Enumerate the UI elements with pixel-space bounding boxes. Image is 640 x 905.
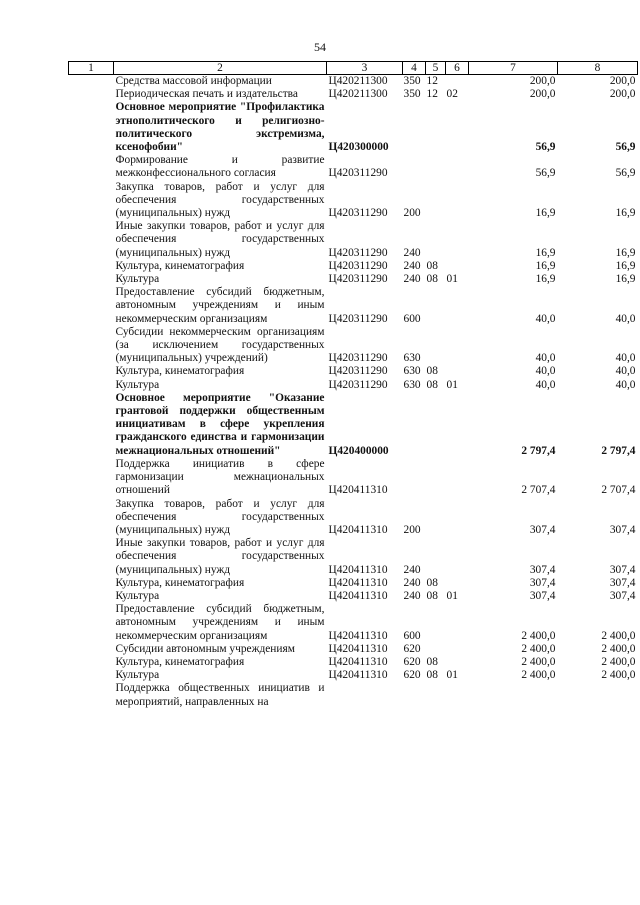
row-amount-col8: 40,0 xyxy=(615,365,636,378)
table-row xyxy=(69,260,638,273)
row-expense-type xyxy=(403,458,426,498)
table-row xyxy=(69,286,638,326)
row-expense-type: 240 xyxy=(403,273,421,286)
row-amount-col7: 40,0 xyxy=(535,352,556,365)
row-code: Ц420311290 xyxy=(328,352,388,365)
cell-col1 xyxy=(69,326,114,366)
row-section: 12 xyxy=(426,75,438,87)
row-name: Культура, кинематография xyxy=(115,259,245,272)
row-section xyxy=(426,682,446,708)
row-expense-type: 240 xyxy=(403,576,421,589)
row-amount-col7: 16,9 xyxy=(535,246,556,259)
row-expense-type: 620 xyxy=(403,642,421,655)
row-subsection: 02 xyxy=(446,88,458,101)
row-name: Культура xyxy=(115,589,160,602)
row-expense-type: 200 xyxy=(403,207,421,220)
row-subsection xyxy=(446,458,469,498)
row-section xyxy=(426,603,446,643)
row-name: Закупка товаров, работ и услуг для обеспечения государственных (муниципальных) нужд xyxy=(115,180,325,220)
row-code: Ц420411310 xyxy=(328,589,388,602)
column-number-row xyxy=(69,62,638,75)
row-subsection xyxy=(446,682,469,708)
table-row xyxy=(69,326,638,366)
row-subsection: 01 xyxy=(446,273,458,286)
row-name: Культура, кинематография xyxy=(115,576,245,589)
table-row xyxy=(69,75,638,89)
row-expense-type: 350 xyxy=(403,88,421,101)
cell-col1 xyxy=(69,590,114,603)
cell-col1 xyxy=(69,392,114,458)
row-code: Ц420411310 xyxy=(328,655,388,668)
row-subsection: 01 xyxy=(446,669,458,682)
row-section xyxy=(426,154,446,180)
row-amount-col8: 2 400,0 xyxy=(601,669,636,682)
table-row xyxy=(69,498,638,538)
row-name: Иные закупки товаров, работ и услуг для обеспечения государственных (муниципальных) нужд xyxy=(115,537,325,576)
row-section: 08 xyxy=(426,669,438,682)
row-amount-col7: 2 400,0 xyxy=(521,669,556,682)
row-amount-col7 xyxy=(469,682,558,708)
cell-col1 xyxy=(69,379,114,392)
row-amount-col8: 2 400,0 xyxy=(601,629,636,642)
row-subsection xyxy=(446,603,469,643)
cell-col1 xyxy=(69,273,114,286)
cell-col1 xyxy=(69,537,114,577)
row-expense-type: 240 xyxy=(403,563,421,576)
row-expense-type: 630 xyxy=(403,365,421,378)
row-section xyxy=(426,326,446,366)
row-amount-col7: 200,0 xyxy=(529,88,556,101)
row-name: Культура, кинематография xyxy=(115,655,245,668)
table-row xyxy=(69,220,638,260)
row-name: Культура xyxy=(115,273,160,286)
row-amount-col7: 56,9 xyxy=(535,167,556,180)
cell-col1 xyxy=(69,498,114,538)
cell-col1 xyxy=(69,88,114,101)
row-amount-col8: 16,9 xyxy=(615,259,636,272)
row-section: 08 xyxy=(426,589,438,602)
cell-col1 xyxy=(69,260,114,273)
row-section xyxy=(426,643,446,656)
row-amount-col7: 40,0 xyxy=(535,365,556,378)
cell-col1 xyxy=(69,101,114,154)
row-code: Ц420311290 xyxy=(328,312,388,325)
row-expense-type: 620 xyxy=(403,669,421,682)
row-code: Ц420211300 xyxy=(328,88,388,101)
table-row xyxy=(69,365,638,378)
row-section: 12 xyxy=(426,88,438,101)
row-code: Ц420311290 xyxy=(328,246,388,259)
budget-table xyxy=(68,61,638,709)
row-subsection xyxy=(446,154,469,180)
row-code: Ц420411310 xyxy=(328,629,388,642)
page-number: 54 xyxy=(314,40,326,54)
column-header-6: 6 xyxy=(446,62,469,75)
row-name: Субсидии автономным учреждениям xyxy=(115,642,295,655)
cell-col1 xyxy=(69,181,114,221)
row-subsection xyxy=(446,392,469,458)
table-row xyxy=(69,154,638,180)
row-section: 08 xyxy=(426,378,438,391)
cell-col1 xyxy=(69,643,114,656)
cell-col1 xyxy=(69,669,114,682)
row-amount-col7: 2 797,4 xyxy=(521,444,556,457)
table-row xyxy=(69,181,638,221)
row-expense-type: 240 xyxy=(403,259,421,272)
row-name: Поддержка инициатив в сфере гармонизации межнациональных отношений xyxy=(115,457,325,497)
row-section xyxy=(426,220,446,260)
row-amount-col8: 40,0 xyxy=(615,312,636,325)
row-expense-type: 600 xyxy=(403,312,421,325)
cell-col1 xyxy=(69,365,114,378)
row-amount-col8 xyxy=(558,682,638,708)
row-amount-col8: 56,9 xyxy=(615,141,636,154)
row-code: Ц420300000 xyxy=(328,141,389,154)
column-header-5: 5 xyxy=(426,62,446,75)
row-subsection xyxy=(446,181,469,221)
row-code: Ц420311290 xyxy=(328,167,388,180)
table-row xyxy=(69,88,638,101)
row-amount-col8: 200,0 xyxy=(609,75,636,87)
table-row xyxy=(69,537,638,577)
row-expense-type: 630 xyxy=(403,378,421,391)
table-row xyxy=(69,643,638,656)
table-row xyxy=(69,669,638,682)
row-amount-col7: 16,9 xyxy=(535,273,556,286)
table-row xyxy=(69,392,638,458)
row-section xyxy=(426,537,446,577)
row-section xyxy=(426,498,446,538)
row-code: Ц420311290 xyxy=(328,207,388,220)
column-header-1: 1 xyxy=(69,62,114,75)
row-amount-col7: 307,4 xyxy=(529,576,556,589)
row-section xyxy=(426,286,446,326)
row-section: 08 xyxy=(426,655,438,668)
row-section xyxy=(426,458,446,498)
row-expense-type: 620 xyxy=(403,655,421,668)
row-subsection xyxy=(446,220,469,260)
row-amount-col7: 40,0 xyxy=(535,378,556,391)
row-name: Предоставление субсидий бюджетным, автономным учреждениям и иным некоммерческим организациям xyxy=(115,603,325,642)
row-code: Ц420411310 xyxy=(328,642,388,655)
row-subsection xyxy=(446,498,469,538)
row-name: Основное мероприятие "Оказание грантовой поддержки общественным инициативам в сфере укрепления гражданского единства и гармонизации межнациональных отношений" xyxy=(115,391,325,457)
row-subsection: 01 xyxy=(446,589,458,602)
row-expense-type xyxy=(403,101,426,154)
column-header-7: 7 xyxy=(469,62,558,75)
row-section xyxy=(426,101,446,154)
row-expense-type: 600 xyxy=(403,629,421,642)
row-amount-col8: 56,9 xyxy=(615,167,636,180)
row-amount-col7: 16,9 xyxy=(535,207,556,220)
table-row xyxy=(69,590,638,603)
row-amount-col8: 307,4 xyxy=(609,576,636,589)
row-amount-col8: 2 797,4 xyxy=(601,444,636,457)
row-amount-col7: 200,0 xyxy=(529,75,556,87)
row-expense-type: 200 xyxy=(403,523,421,536)
cell-col1 xyxy=(69,577,114,590)
row-amount-col8: 307,4 xyxy=(609,563,636,576)
row-expense-type xyxy=(403,392,426,458)
row-section: 08 xyxy=(426,259,438,272)
row-name: Субсидии некоммерческим организациям (за исключением государственных (муниципальных) учреждений) xyxy=(115,325,325,365)
row-amount-col7: 2 400,0 xyxy=(521,642,556,655)
row-name: Средства массовой информации xyxy=(115,75,272,87)
cell-col1 xyxy=(69,220,114,260)
table-row xyxy=(69,656,638,669)
cell-col1 xyxy=(69,656,114,669)
row-subsection xyxy=(446,286,469,326)
row-code: Ц420400000 xyxy=(328,444,389,457)
row-code: Ц420311290 xyxy=(328,378,388,391)
row-amount-col7: 2 400,0 xyxy=(521,629,556,642)
row-amount-col7: 40,0 xyxy=(535,312,556,325)
cell-col1 xyxy=(69,286,114,326)
row-amount-col8: 2 707,4 xyxy=(601,484,636,497)
row-name: Закупка товаров, работ и услуг для обеспечения государственных (муниципальных) нужд xyxy=(115,497,325,536)
row-section xyxy=(426,181,446,221)
table-row xyxy=(69,682,638,708)
row-amount-col7: 2 707,4 xyxy=(521,484,556,497)
row-name: Поддержка общественных инициатив и мероприятий, направленных на xyxy=(115,682,325,708)
row-subsection xyxy=(446,326,469,366)
row-expense-type xyxy=(403,154,426,180)
row-section: 08 xyxy=(426,365,438,378)
row-amount-col8: 16,9 xyxy=(615,273,636,286)
row-expense-type: 240 xyxy=(403,246,421,259)
row-name: Основное мероприятие "Профилактика этнополитического и религиозно-политического экстремизма, ксенофобии" xyxy=(115,101,325,154)
cell-col1 xyxy=(69,458,114,498)
cell-col1 xyxy=(69,603,114,643)
row-amount-col8: 40,0 xyxy=(615,352,636,365)
row-section xyxy=(426,392,446,458)
row-name: Культура xyxy=(115,378,160,391)
table-body xyxy=(69,75,638,709)
row-code: Ц420411310 xyxy=(328,669,388,682)
table-row xyxy=(69,458,638,498)
row-subsection: 01 xyxy=(446,378,458,391)
table-row xyxy=(69,577,638,590)
table-row xyxy=(69,379,638,392)
row-subsection xyxy=(446,75,469,89)
column-header-8: 8 xyxy=(558,62,638,75)
row-amount-col8: 2 400,0 xyxy=(601,642,636,655)
row-amount-col7: 307,4 xyxy=(529,563,556,576)
row-code xyxy=(327,682,403,708)
row-subsection xyxy=(446,577,469,590)
row-amount-col8: 200,0 xyxy=(609,88,636,101)
row-code: Ц420411310 xyxy=(328,523,388,536)
table-header xyxy=(69,62,638,75)
cell-col1 xyxy=(69,75,114,89)
row-expense-type: 350 xyxy=(403,75,421,87)
row-name: Культура xyxy=(115,669,160,682)
row-amount-col8: 307,4 xyxy=(609,523,636,536)
table-row xyxy=(69,101,638,154)
row-expense-type xyxy=(403,682,426,708)
row-amount-col7: 2 400,0 xyxy=(521,655,556,668)
row-subsection xyxy=(446,537,469,577)
row-amount-col8: 40,0 xyxy=(615,378,636,391)
row-name: Культура, кинематография xyxy=(115,365,245,378)
row-amount-col8: 2 400,0 xyxy=(601,655,636,668)
row-code: Ц420411310 xyxy=(328,484,388,497)
row-amount-col8: 16,9 xyxy=(615,246,636,259)
row-name: Формирование и развитие межконфессионального согласия xyxy=(115,154,325,180)
row-name: Периодическая печать и издательства xyxy=(115,88,298,101)
row-expense-type: 630 xyxy=(403,352,421,365)
column-header-2: 2 xyxy=(114,62,327,75)
row-amount-col7: 307,4 xyxy=(529,589,556,602)
row-name: Предоставление субсидий бюджетным, автономным учреждениям и иным некоммерческим организациям xyxy=(115,286,325,325)
cell-col1 xyxy=(69,682,114,708)
row-amount-col7: 56,9 xyxy=(535,141,556,154)
row-subsection xyxy=(446,365,469,378)
column-header-3: 3 xyxy=(327,62,403,75)
row-code: Ц420311290 xyxy=(328,259,388,272)
row-subsection xyxy=(446,643,469,656)
row-code: Ц420311290 xyxy=(328,273,388,286)
row-subsection xyxy=(446,656,469,669)
row-amount-col7: 16,9 xyxy=(535,259,556,272)
table-row xyxy=(69,273,638,286)
row-subsection xyxy=(446,101,469,154)
row-name: Иные закупки товаров, работ и услуг для обеспечения государственных (муниципальных) нужд xyxy=(115,220,325,259)
column-header-4: 4 xyxy=(403,62,426,75)
row-expense-type: 240 xyxy=(403,589,421,602)
row-code: Ц420411310 xyxy=(328,563,388,576)
row-section: 08 xyxy=(426,576,438,589)
table-row xyxy=(69,603,638,643)
row-amount-col8: 307,4 xyxy=(609,589,636,602)
row-code: Ц420311290 xyxy=(328,365,388,378)
row-amount-col7: 307,4 xyxy=(529,523,556,536)
row-code: Ц420411310 xyxy=(328,576,388,589)
row-code: Ц420211300 xyxy=(328,75,388,87)
cell-col1 xyxy=(69,154,114,180)
row-section: 08 xyxy=(426,273,438,286)
row-amount-col8: 16,9 xyxy=(615,207,636,220)
row-subsection xyxy=(446,260,469,273)
